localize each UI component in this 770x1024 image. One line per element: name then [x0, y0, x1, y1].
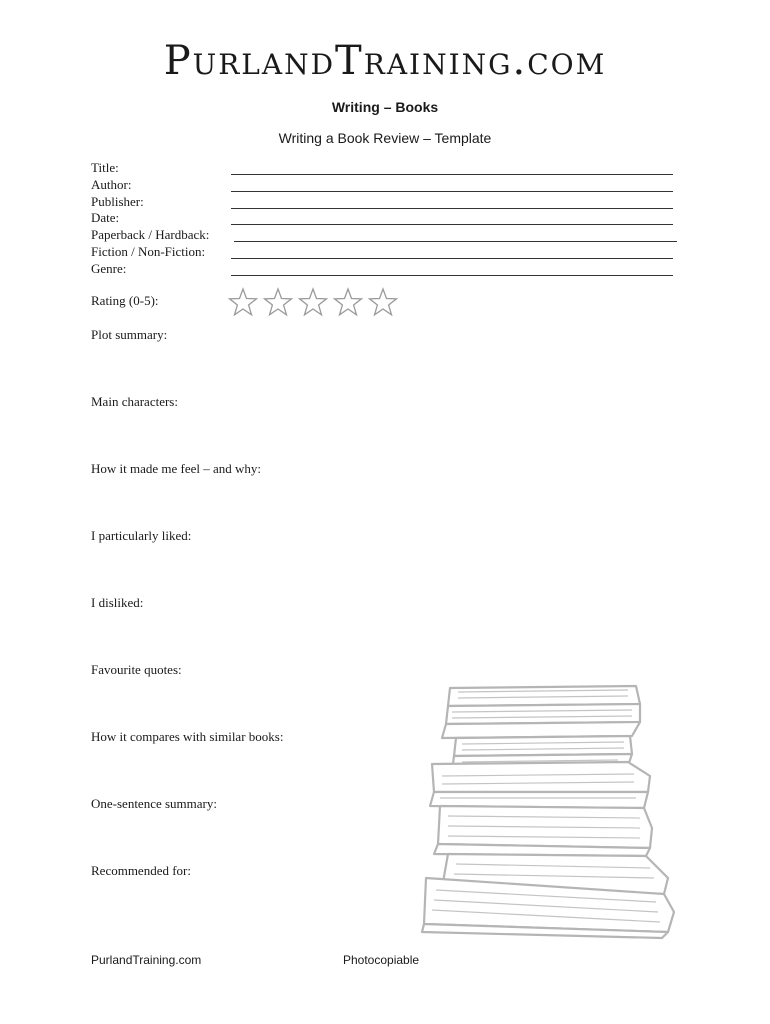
fiction-line[interactable]	[231, 258, 673, 259]
field-row-format	[91, 227, 691, 244]
author-line[interactable]	[231, 191, 673, 192]
field-row-date	[91, 210, 691, 227]
rating-label: Rating (0-5):	[91, 293, 159, 308]
star-icon[interactable]	[333, 287, 363, 317]
book-stack-illustration	[418, 680, 683, 942]
section-quotes: Favourite quotes:	[91, 662, 182, 677]
section-disliked: I disliked:	[91, 595, 144, 610]
star-icon[interactable]	[228, 287, 258, 317]
field-label: Date:	[91, 210, 120, 226]
field-label: Paperback / Hardback:	[91, 227, 210, 243]
field-label: Title:	[91, 160, 119, 175]
field-row-genre	[91, 261, 691, 278]
footer-brand: PurlandTraining.com	[91, 953, 202, 967]
field-row-title	[91, 160, 691, 177]
date-line[interactable]	[231, 224, 673, 225]
field-label: Fiction / Non-Fiction:	[91, 243, 206, 259]
section-one-sentence: One-sentence summary:	[91, 796, 217, 811]
star-icon[interactable]	[368, 287, 398, 317]
publisher-line[interactable]	[231, 208, 673, 209]
field-row-fiction	[91, 244, 691, 261]
star-icon[interactable]	[298, 287, 328, 317]
field-label: Genre:	[91, 260, 127, 276]
field-label: Author:	[91, 176, 132, 192]
star-icon[interactable]	[263, 287, 293, 317]
document-title: Writing a Book Review – Template	[278, 130, 492, 146]
brand-heading: PurlandTraining.com	[163, 38, 607, 84]
title-line[interactable]	[231, 174, 673, 175]
field-row-publisher	[91, 194, 691, 211]
section-main-characters: Main characters:	[91, 394, 178, 409]
section-feelings: How it made me feel – and why:	[91, 461, 262, 476]
footer-photocopiable: Photocopiable	[343, 953, 420, 967]
format-line[interactable]	[234, 241, 677, 242]
genre-line[interactable]	[231, 275, 673, 276]
info-fields	[91, 160, 691, 278]
field-row-author	[91, 177, 691, 194]
section-comparison: How it compares with similar books:	[91, 729, 284, 744]
section-liked: I particularly liked:	[91, 528, 192, 543]
section-recommended: Recommended for:	[91, 863, 191, 878]
section-plot-summary: Plot summary:	[91, 327, 168, 342]
field-label: Publisher:	[91, 193, 144, 209]
subject-heading: Writing – Books	[331, 99, 439, 115]
